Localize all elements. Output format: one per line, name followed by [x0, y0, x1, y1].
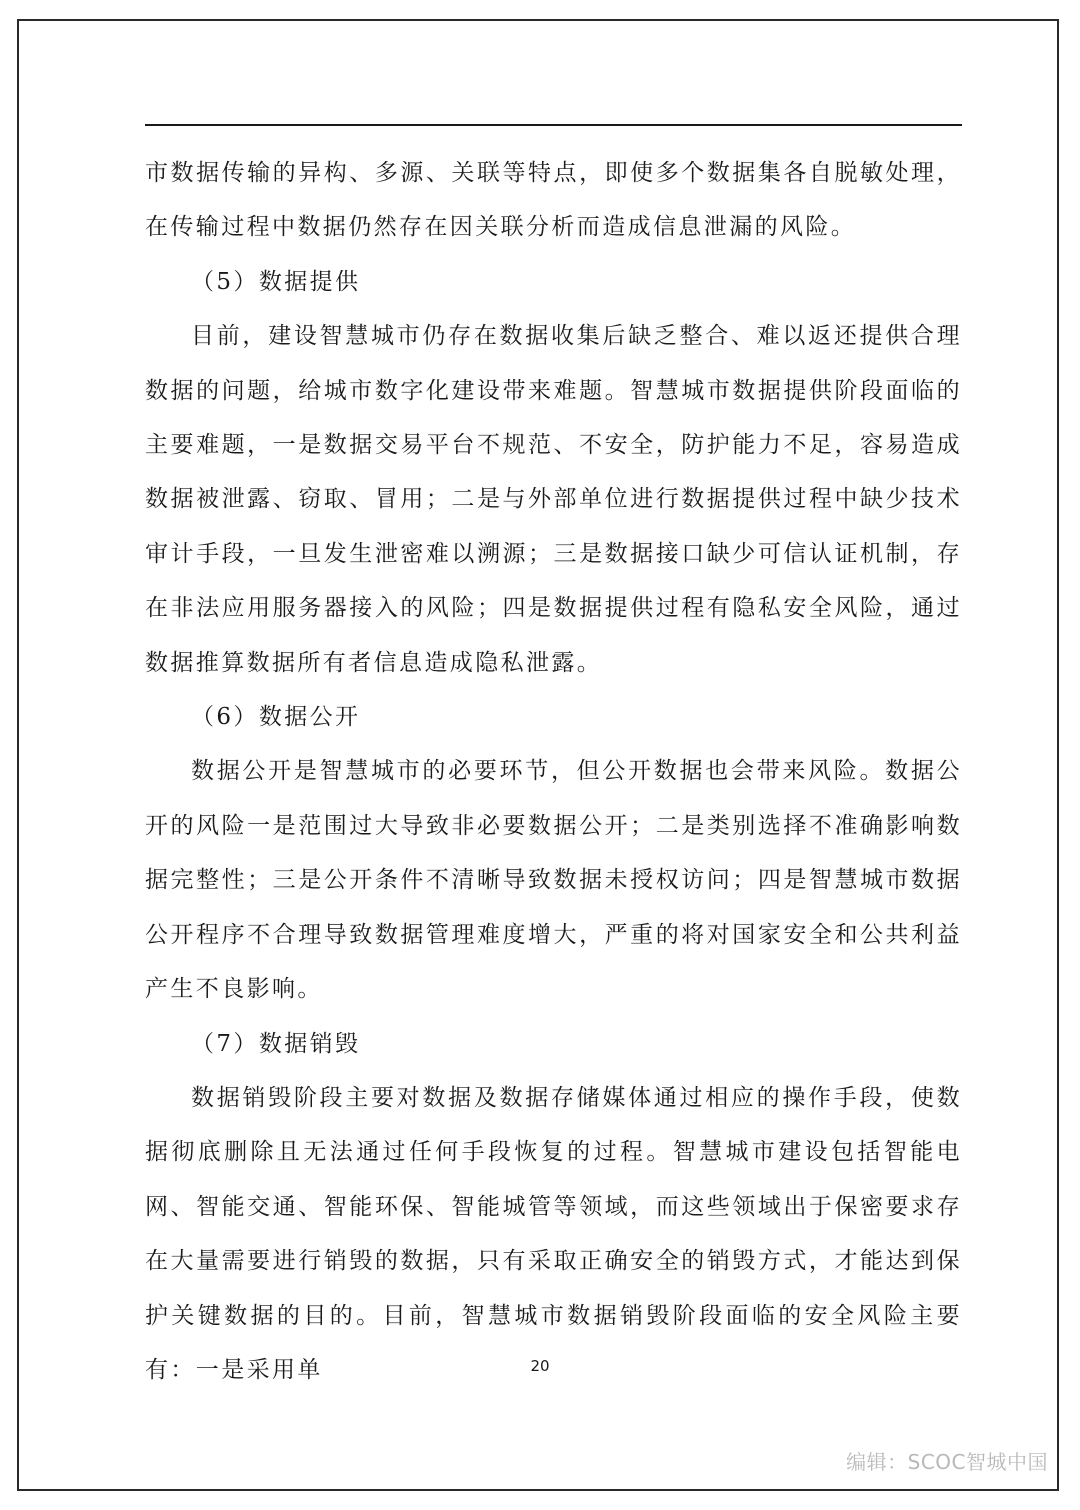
heading-data-disclosure: （6）数据公开	[191, 704, 361, 731]
page-number: 20	[530, 1357, 550, 1375]
heading-data-destruction: （7）数据销毁	[191, 1030, 361, 1057]
document-body	[145, 146, 962, 1397]
paragraph-data-disclosure: 数据公开是智慧城市的必要环节，但公开数据也会带来风险。数据公开的风险一是范围过大导致非必要数据公开；二是类别选择不准确影响数据完整性；三是公开条件不清晰导致数据未授权访问；四是智慧城市数据公开程序不合理导致数据管理难度增大，严重的将对国家安全和公共利益产生不良影响。	[145, 758, 962, 1003]
paragraph-data-provision: 目前，建设智慧城市仍存在数据收集后缺乏整合、难以返还提供合理数据的问题，给城市数字化建设带来难题。智慧城市数据提供阶段面临的主要难题，一是数据交易平台不规范、不安全，防护能力不足，容易造成数据被泄露、窃取、冒用；二是与外部单位进行数据提供过程中缺少技术审计手段，一旦发生泄密难以溯源；三是数据接口缺少可信认证机制，存在非法应用服务器接入的风险；四是数据提供过程有隐私安全风险，通过数据推算数据所有者信息造成隐私泄露。	[145, 323, 962, 676]
paragraph-transmission-end: 市数据传输的异构、多源、关联等特点，即使多个数据集各自脱敏处理，在传输过程中数据仍然存在因关联分析而造成信息泄漏的风险。	[145, 160, 962, 241]
header-rule	[145, 124, 962, 126]
heading-data-provision: （5）数据提供	[191, 268, 361, 295]
editor-watermark: 编辑：SCOC智城中国	[846, 1450, 1048, 1474]
paragraph-data-destruction: 数据销毁阶段主要对数据及数据存储媒体通过相应的操作手段，使数据彻底删除且无法通过任何手段恢复的过程。智慧城市建设包括智能电网、智能交通、智能环保、智能城管等领域，而这些领域出于保密要求存在大量需要进行销毁的数据，只有采取正确安全的销毁方式，才能达到保护关键数据的目的。目前，智慧城市数据销毁阶段面临的安全风险主要有：一是采用单	[145, 1084, 962, 1383]
